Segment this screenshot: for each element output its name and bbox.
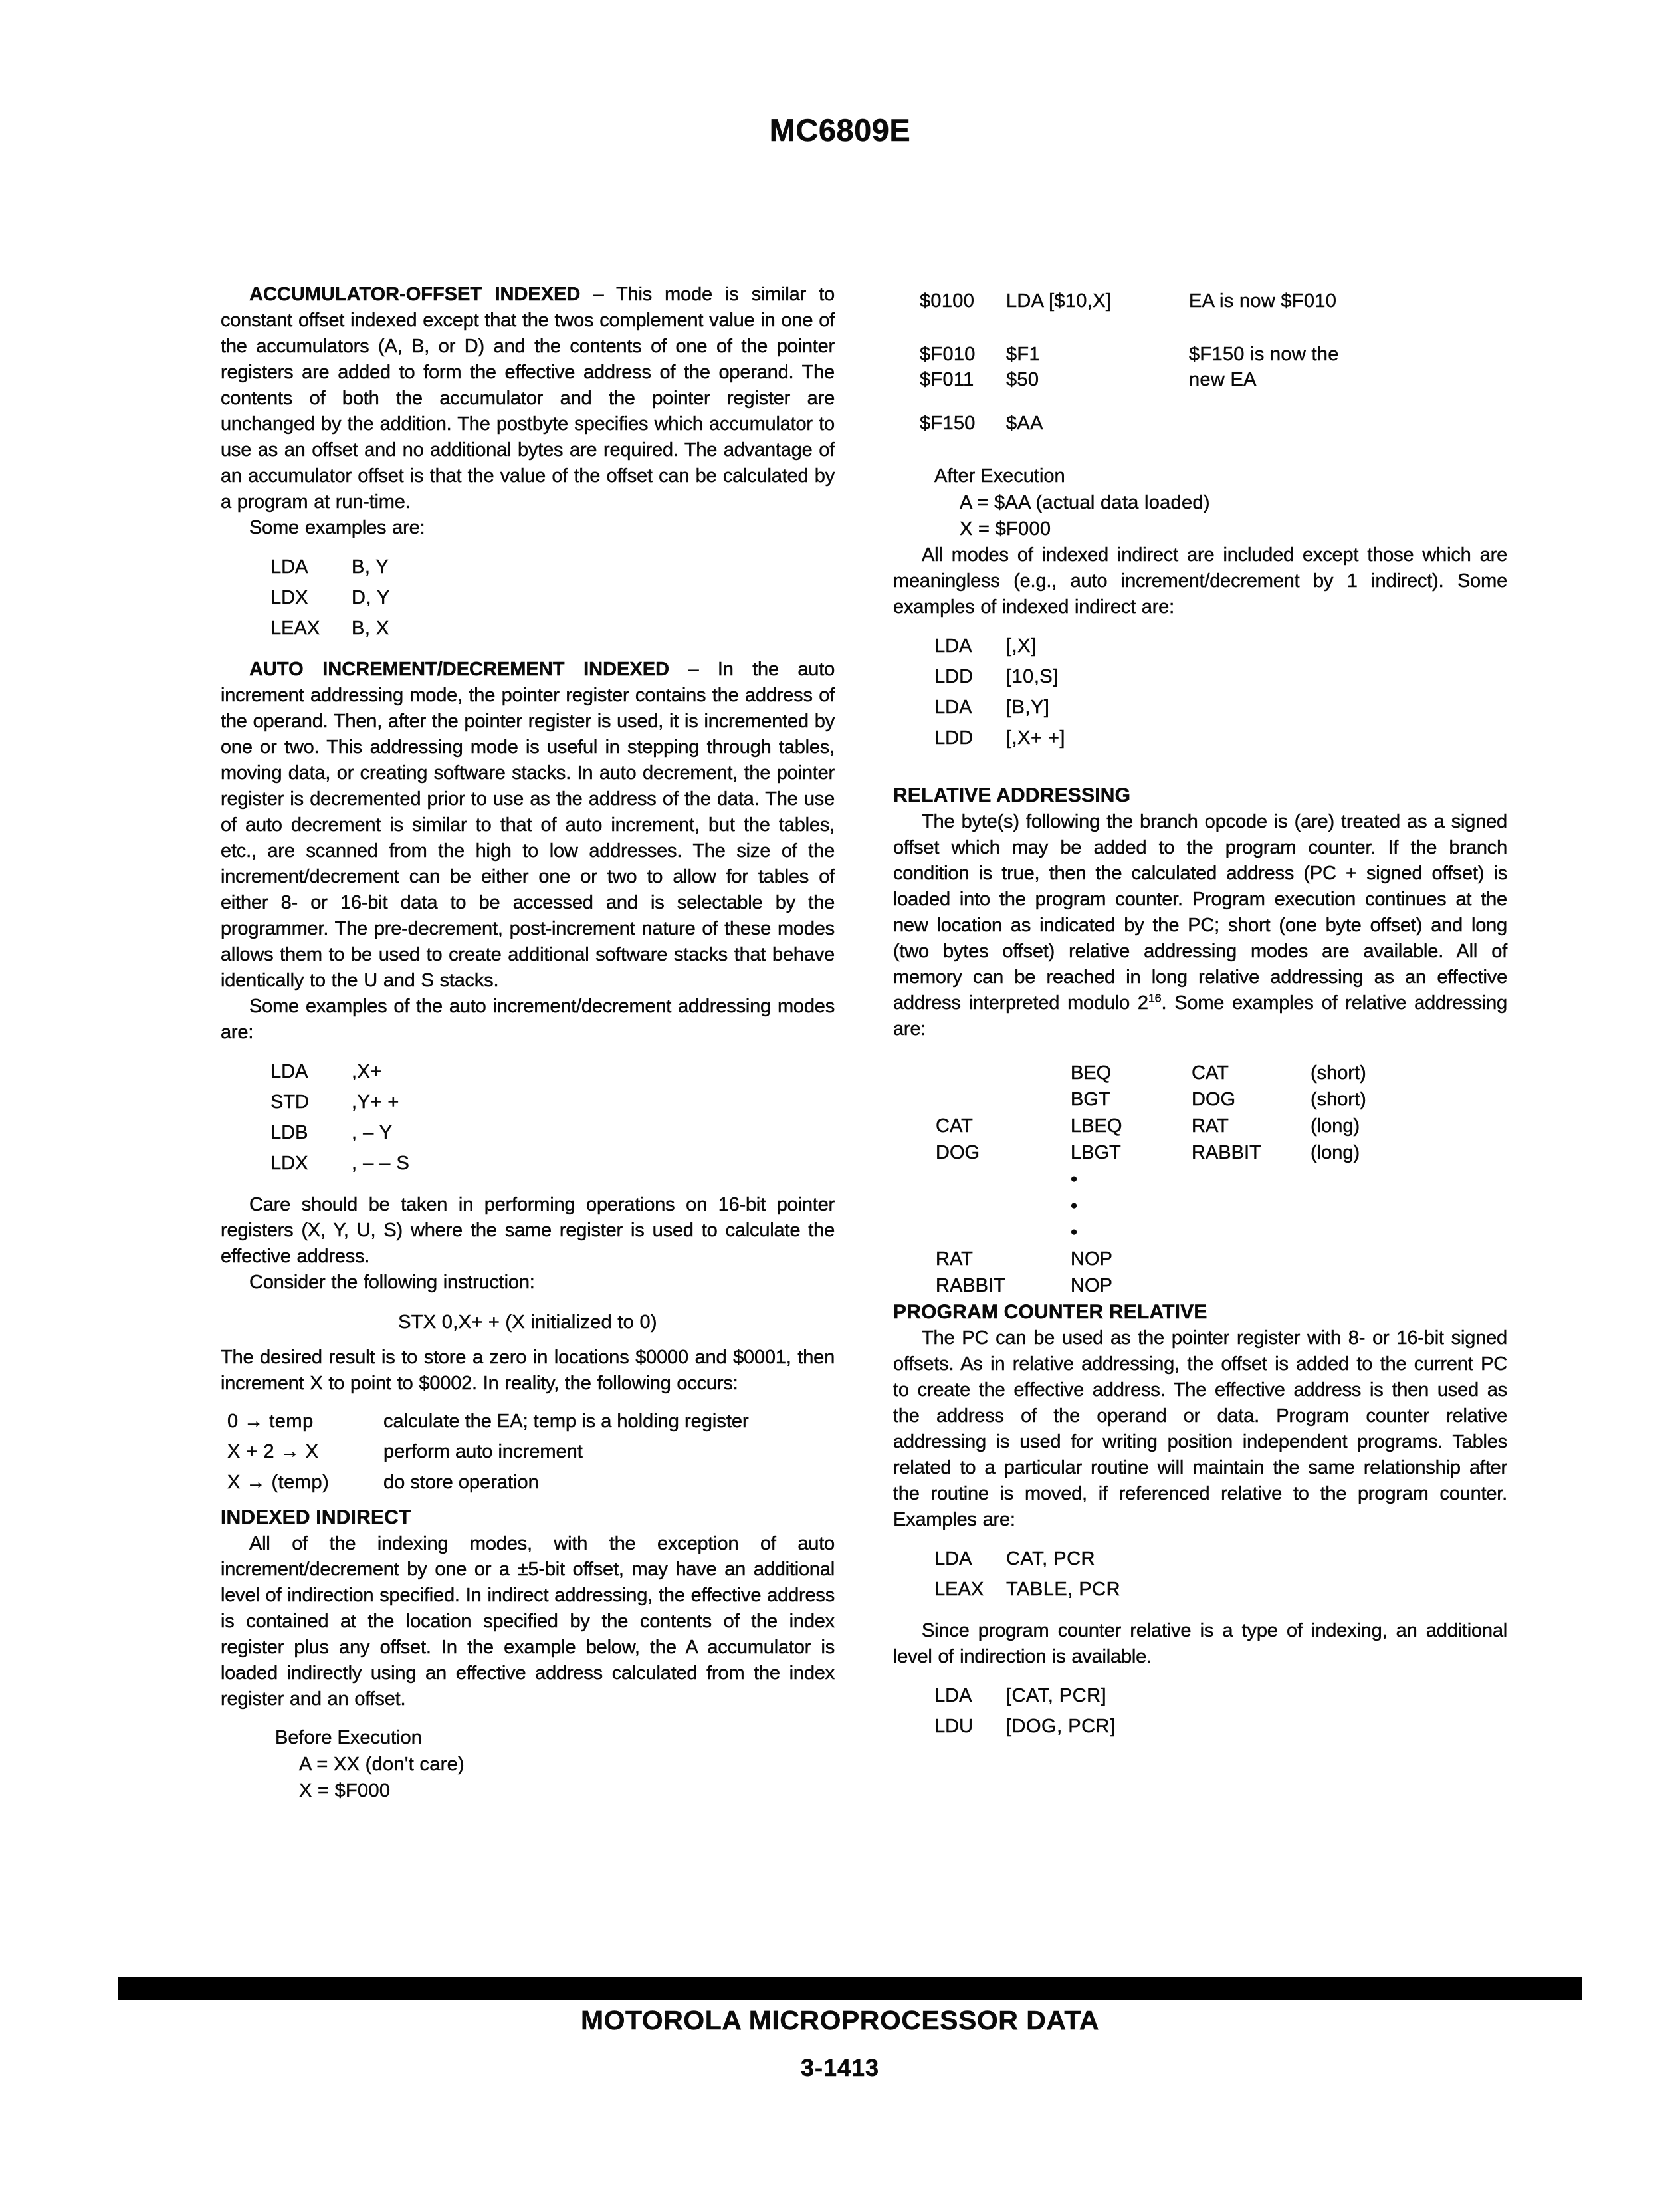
examples1-intro: Some examples are: xyxy=(249,517,425,538)
spacer xyxy=(893,314,1507,342)
desired-result-paragraph: The desired result is to store a zero in locations $0000 and $0001, then increment X to point to $0002. In reality, the following occurs: xyxy=(221,1347,835,1394)
register-value: A = $AA (actual data loaded) xyxy=(960,492,1210,513)
all-modes-paragraph: All modes of indexed indirect are included except those which are meaningless (e.g., auto increment/decrement by 1 indirect). Some examples of indexed indirect are: xyxy=(893,544,1507,618)
code-line: LDA B, Y xyxy=(270,556,389,578)
operation-step: X + 2 → X perform auto increment xyxy=(221,1437,835,1467)
code-line: LDX D, Y xyxy=(270,587,390,608)
left-column xyxy=(221,282,835,1804)
spacer xyxy=(893,392,1507,411)
accumulator-offset-heading: ACCUMULATOR-OFFSET INDEXED xyxy=(249,284,581,305)
code-line: LEAX B, X xyxy=(270,618,389,639)
program-counter-relative-heading: PROGRAM COUNTER RELATIVE xyxy=(893,1301,1208,1323)
code-line: LDA [,X] xyxy=(934,635,1037,657)
care-paragraph: Care should be taken in performing operations on 16-bit pointer registers (X, Y, U, S) where the same register is used to calculate the effective address. xyxy=(221,1194,835,1267)
code-line: LDA [CAT, PCR] xyxy=(934,1685,1107,1706)
auto-increment-examples xyxy=(221,1056,835,1179)
code-line: LDD [10,S] xyxy=(934,666,1059,687)
code-line: LEAX TABLE, PCR xyxy=(934,1579,1121,1600)
relative-addressing-heading: RELATIVE ADDRESSING xyxy=(893,784,1131,806)
operation-steps xyxy=(221,1406,835,1498)
branch-row: CAT LBEQ RAT (long) xyxy=(936,1115,1360,1137)
register-value: X = $F000 xyxy=(299,1780,391,1801)
exponent: 16 xyxy=(1148,991,1162,1005)
ellipsis-bullet-row: • xyxy=(1071,1195,1078,1216)
before-execution-block xyxy=(221,1724,835,1804)
code-line: LDU [DOG, PCR] xyxy=(934,1716,1116,1737)
operation-expression: X + 2 → X xyxy=(227,1441,319,1462)
operation-step: 0 → temp calculate the EA; temp is a holding register xyxy=(221,1406,835,1437)
right-column xyxy=(893,282,1507,1755)
code-line: STD ,Y+ + xyxy=(270,1092,399,1113)
operation-expression: 0 → temp xyxy=(227,1411,314,1432)
footer-title: MOTOROLA MICROPROCESSOR DATA xyxy=(580,2005,1100,2035)
code-line: LDA [B,Y] xyxy=(934,697,1050,718)
register-value: A = XX (don't care) xyxy=(299,1754,465,1775)
operation-step: X → (temp) do store operation xyxy=(221,1467,835,1498)
page-number: 3-1413 xyxy=(800,2054,880,2081)
pcr-examples xyxy=(893,1544,1507,1605)
indexed-indirect-memory-example xyxy=(893,288,1507,436)
auto-increment-heading: AUTO INCREMENT/DECREMENT INDEXED xyxy=(249,659,670,680)
examples2-intro: Some examples of the auto increment/decrement addressing modes are: xyxy=(221,996,835,1043)
memory-row: $0100 LDA [$10,X] EA is now $F010 xyxy=(920,290,1337,312)
register-value: X = $F000 xyxy=(960,519,1051,540)
accumulator-offset-examples xyxy=(221,552,835,643)
branch-row: BGT DOG (short) xyxy=(1071,1089,1366,1110)
program-counter-relative-paragraph: The PC can be used as the pointer register with 8- or 16-bit signed offsets. As in relative addressing, the offset is added to the current PC to create the effective address. The effective address is then used as the address of the operand or data. Program counter relative addressing is used for writing position independent programs. Tables related to a particular routine will maintain the same relationship after the routine is moved, if referenced relative to the program counter. Examples are: xyxy=(893,1327,1507,1530)
consider-paragraph: Consider the following instruction: xyxy=(249,1272,535,1293)
branch-row: BEQ CAT (short) xyxy=(1071,1062,1366,1084)
code-line: LDX , – – S xyxy=(270,1153,410,1174)
indexed-indirect-paragraph: All of the indexing modes, with the exception of auto increment/decrement by one or a ±5-bit offset, may have an additional level of indirection specified. In indirect addressing, the effective address is contained at the location specified by the contents of the index register plus any offset. In the example below, the A accumulator is loaded indirectly using an effective address calculated from the index register and an offset. xyxy=(221,1533,835,1710)
pcr-indirect-examples xyxy=(893,1680,1507,1742)
branch-row: DOG LBGT RABBIT (long) xyxy=(936,1142,1360,1163)
after-execution-block xyxy=(893,463,1507,542)
memory-row: $F010 $F1 $F150 is now the xyxy=(920,344,1339,365)
auto-increment-paragraph: AUTO INCREMENT/DECREMENT INDEXED – In the auto increment addressing mode, the pointer register contains the address of the operand. Then, after the pointer register is used, it is incremented by one or two. This addressing mode is useful in stepping through tables, moving data, or creating software stacks. In auto decrement, the pointer register is decremented prior to use as the address of the data. The use of auto decrement is similar to that of auto increment, but the tables, etc., are scanned from the high to low addresses. The size of the increment/decrement can be either one or two to allow for tables of either 8- or 16-bit data to be accessed and is selectable by the programmer. The pre-decrement, post-increment nature of these modes allows them to be used to create additional software stacks that behave identically to the U and S stacks. xyxy=(221,659,835,991)
after-execution-title: After Execution xyxy=(934,465,1065,487)
ellipsis-bullet-row: • xyxy=(1071,1222,1078,1243)
accumulator-offset-paragraph: ACCUMULATOR-OFFSET INDEXED – This mode is similar to constant offset indexed except that the twos complement value in one of the accumulators (A, B, or D) and the contents of one of the pointer registers are added to form the effective address of the operand. The contents of both the accumulator and the pointer register are unchanged by the addition. The postbyte specifies which accumulator to use as an offset and no additional bytes are required. The advantage of an accumulator offset is that the value of the offset can be calculated by a program at run-time. xyxy=(221,284,835,513)
branch-row: RABBIT NOP xyxy=(936,1275,1112,1296)
pcr-indirection-paragraph: Since program counter relative is a type of indexing, an additional level of indirection is available. xyxy=(893,1620,1507,1667)
relative-addressing-example-table xyxy=(893,1060,1507,1299)
page-header-title: MC6809E xyxy=(769,112,911,148)
ellipsis-bullet-row: • xyxy=(1071,1169,1078,1190)
footer-separator-bar xyxy=(118,1977,1582,2000)
indexed-indirect-heading: INDEXED INDIRECT xyxy=(221,1506,411,1528)
code-line: LDB , – Y xyxy=(270,1122,393,1143)
operation-expression: X → (temp) xyxy=(227,1472,330,1493)
code-line: LDA ,X+ xyxy=(270,1061,382,1082)
branch-row: RAT NOP xyxy=(936,1248,1112,1270)
stx-instruction: STX 0,X+ + (X initialized to 0) xyxy=(398,1312,657,1333)
before-execution-title: Before Execution xyxy=(275,1727,422,1748)
memory-row: $F150 $AA xyxy=(920,413,1043,434)
memory-row: $F011 $50 new EA xyxy=(920,369,1257,390)
indexed-indirect-examples xyxy=(893,631,1507,753)
relative-addressing-paragraph: The byte(s) following the branch opcode is (are) treated as a signed offset which may be added to the program counter. If the branch condition is true, then the calculated address (PC + signed offset) is loaded into the program counter. Program execution continues at the new location as indicated by the PC; short (one byte offset) and long (two bytes offset) relative addressing modes are available. All of memory can be reached in long relative addressing as an effective address interpreted modulo $2^{16}$. Some examples of relative addressing are: xyxy=(893,811,1507,1040)
code-line: LDA CAT, PCR xyxy=(934,1548,1095,1569)
code-line: LDD [,X+ +] xyxy=(934,727,1065,749)
